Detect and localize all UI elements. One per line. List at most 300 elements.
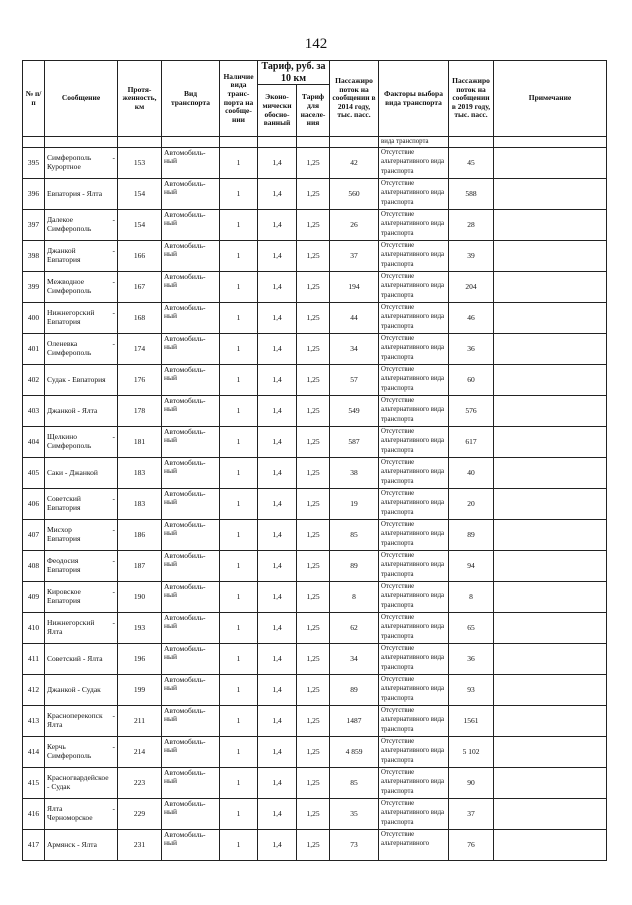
- cell-route: [45, 209, 118, 240]
- table-row: [23, 271, 607, 302]
- cell-note: [494, 674, 607, 705]
- cell-length: 154: [118, 178, 162, 209]
- cell-tariff-pop: 1,25: [297, 271, 330, 302]
- cell-factors: Отсутствие альтернативного вида транспорта: [379, 302, 449, 333]
- route-dash: -: [112, 525, 115, 535]
- cell-num: 417: [23, 829, 45, 860]
- cell-tariff-pop: 1,25: [297, 364, 330, 395]
- cell-tariff-pop: 1,25: [297, 705, 330, 736]
- cell-num: 415: [23, 767, 45, 798]
- cell-flow-2019: 89: [449, 519, 494, 550]
- cell-type: Автомобиль-ный: [162, 271, 220, 302]
- routes-table: [22, 60, 607, 861]
- cell-factors: Отсутствие альтернативного вида транспорта: [379, 488, 449, 519]
- cell-flow-2014: 4 859: [330, 736, 379, 767]
- cell-tariff-econ: 1,4: [258, 488, 297, 519]
- cell-route: [45, 519, 118, 550]
- table-row: [23, 736, 607, 767]
- cell-num: 395: [23, 147, 45, 178]
- route-dash: -: [112, 711, 115, 721]
- cell-flow-2019: 39: [449, 240, 494, 271]
- cell-factors: Отсутствие альтернативного вида транспорта: [379, 612, 449, 643]
- route-destination: Симферополь: [47, 285, 92, 295]
- cell-availability: 1: [220, 674, 258, 705]
- header-availability: Наличие вида транс-порта на сообще-нии: [220, 61, 258, 137]
- cell-note: [494, 209, 607, 240]
- cell-tariff-econ: 1,4: [258, 240, 297, 271]
- cell-flow-2019: 5 102: [449, 736, 494, 767]
- route-origin: Красногвардейское: [47, 773, 109, 783]
- cell-tariff-pop: 1,25: [297, 829, 330, 860]
- cell-type: Автомобиль-ный: [162, 643, 220, 674]
- route-origin: Джанкой - Ялта: [47, 405, 98, 415]
- route-destination: Симферополь: [47, 440, 92, 450]
- cell-note: [494, 736, 607, 767]
- cell-length: 187: [118, 550, 162, 581]
- cell-note: [494, 395, 607, 426]
- cell-flow-2014: 549: [330, 395, 379, 426]
- header-factors: Факторы выбора вида транспорта: [379, 61, 449, 137]
- table-row: [23, 829, 607, 860]
- cell-route: [45, 767, 118, 798]
- route-dash: -: [112, 339, 115, 349]
- cell-note: [494, 519, 607, 550]
- cell-type: Автомобиль-ный: [162, 767, 220, 798]
- cell-tariff-econ: 1,4: [258, 364, 297, 395]
- cell-tariff-pop: 1,25: [297, 798, 330, 829]
- route-dash: -: [112, 432, 115, 442]
- cell-flow-2014: 42: [330, 147, 379, 178]
- cell-tariff-pop: 1,25: [297, 209, 330, 240]
- cell-flow-2019: 617: [449, 426, 494, 457]
- cell-availability: 1: [220, 488, 258, 519]
- cell-factors: Отсутствие альтернативного вида транспорта: [379, 581, 449, 612]
- cell-length: 183: [118, 488, 162, 519]
- route-dash: -: [112, 804, 115, 814]
- cell-tariff-pop: 1,25: [297, 302, 330, 333]
- cell-type: Автомобиль-ный: [162, 829, 220, 860]
- cell-num: 416: [23, 798, 45, 829]
- cell-length: 166: [118, 240, 162, 271]
- cell-flow-2019: 36: [449, 643, 494, 674]
- table-row: [23, 581, 607, 612]
- cell-route: [45, 829, 118, 860]
- cell-availability: 1: [220, 178, 258, 209]
- cell-length: 196: [118, 643, 162, 674]
- route-origin: Саки - Джанкой: [47, 467, 98, 477]
- cell-availability: 1: [220, 736, 258, 767]
- route-dash: -: [112, 308, 115, 318]
- route-origin: Советский - Ялта: [47, 653, 103, 663]
- cell-num: 414: [23, 736, 45, 767]
- cell-availability: 1: [220, 798, 258, 829]
- cell-type: Автомобиль-ный: [162, 426, 220, 457]
- cell-route: [45, 426, 118, 457]
- cell-tariff-pop: 1,25: [297, 488, 330, 519]
- cell-length: 181: [118, 426, 162, 457]
- cell-tariff-econ: 1,4: [258, 519, 297, 550]
- cell-tariff-pop: 1,25: [297, 736, 330, 767]
- cell-num: 413: [23, 705, 45, 736]
- cell-availability: 1: [220, 705, 258, 736]
- cell-type: Автомобиль-ный: [162, 519, 220, 550]
- route-origin: Межводное: [47, 277, 85, 287]
- cell-factors: Отсутствие альтернативного вида транспорта: [379, 333, 449, 364]
- cell-factors: Отсутствие альтернативного вида транспорта: [379, 395, 449, 426]
- cell-factors: Отсутствие альтернативного вида транспорта: [379, 240, 449, 271]
- cell-note: [494, 643, 607, 674]
- cell-tariff-econ: 1,4: [258, 767, 297, 798]
- cell-flow-2014: 38: [330, 457, 379, 488]
- route-destination: Евпатория: [47, 533, 81, 543]
- cell-note: [494, 271, 607, 302]
- route-destination: Евпатория: [47, 502, 81, 512]
- route-destination: Ялта: [47, 626, 63, 636]
- route-dash: -: [112, 215, 115, 225]
- header-route: Сообщение: [45, 61, 118, 137]
- cell-route: [45, 240, 118, 271]
- cell-num: 406: [23, 488, 45, 519]
- cell-length: 168: [118, 302, 162, 333]
- table-header: [23, 61, 607, 137]
- cell-availability: 1: [220, 519, 258, 550]
- cell-type: Автомобиль-ный: [162, 147, 220, 178]
- cell-type: Автомобиль-ный: [162, 302, 220, 333]
- cell-tariff-pop: 1,25: [297, 581, 330, 612]
- route-origin: Щелкино: [47, 432, 78, 442]
- cell-length: 190: [118, 581, 162, 612]
- header-flow-2014: Пассажиро поток на сообщении в 2014 году, тыс. пасс.: [330, 61, 379, 137]
- route-origin: Симферополь: [47, 153, 92, 163]
- cell-flow-2019: 37: [449, 798, 494, 829]
- page-number: 142: [304, 36, 328, 52]
- cell-factors: Отсутствие альтернативного вида транспорта: [379, 271, 449, 302]
- cell-length: 183: [118, 457, 162, 488]
- table-row: [23, 612, 607, 643]
- cell-route: [45, 674, 118, 705]
- cell-tariff-econ: 1,4: [258, 581, 297, 612]
- cell-flow-2014: 62: [330, 612, 379, 643]
- cell-flow-2014: 89: [330, 550, 379, 581]
- cell-num: 408: [23, 550, 45, 581]
- cell-flow-2014: 57: [330, 364, 379, 395]
- cell-flow-2014: 44: [330, 302, 379, 333]
- cell-length: 186: [118, 519, 162, 550]
- cell-flow-2019: 65: [449, 612, 494, 643]
- route-origin: Армянск - Ялта: [47, 839, 97, 849]
- route-origin: Оленевка: [47, 339, 78, 349]
- table-row: [23, 209, 607, 240]
- cell-factors: Отсутствие альтернативного вида транспорта: [379, 519, 449, 550]
- cell-route: [45, 550, 118, 581]
- cell-tariff-econ: 1,4: [258, 674, 297, 705]
- route-destination: Ялта: [47, 719, 63, 729]
- cell-num: 404: [23, 426, 45, 457]
- cell-availability: 1: [220, 147, 258, 178]
- cell-factors: Отсутствие альтернативного вида транспорта: [379, 550, 449, 581]
- cell-type: Автомобиль-ный: [162, 457, 220, 488]
- cell-length: 211: [118, 705, 162, 736]
- cell-flow-2019: 76: [449, 829, 494, 860]
- route-dash: -: [112, 277, 115, 287]
- cell-route: [45, 736, 118, 767]
- cell-availability: 1: [220, 209, 258, 240]
- cell-route: [45, 395, 118, 426]
- cell-type: Автомобиль-ный: [162, 705, 220, 736]
- cell-availability: 1: [220, 271, 258, 302]
- cell-flow-2019: 20: [449, 488, 494, 519]
- cell-tariff-econ: 1,4: [258, 426, 297, 457]
- route-dash: -: [112, 618, 115, 628]
- header-type: Вид транспорта: [162, 61, 220, 137]
- route-destination: Евпатория: [47, 316, 81, 326]
- table-row: [23, 395, 607, 426]
- route-origin: Нижнегорский: [47, 308, 95, 318]
- cell-availability: 1: [220, 581, 258, 612]
- route-origin: Керчь: [47, 742, 66, 752]
- cell-flow-2019: 94: [449, 550, 494, 581]
- cell-tariff-econ: 1,4: [258, 550, 297, 581]
- cell-tariff-econ: 1,4: [258, 209, 297, 240]
- route-destination: Симферополь: [47, 223, 92, 233]
- header-num: № п/п: [23, 61, 45, 137]
- cell-type: Автомобиль-ный: [162, 674, 220, 705]
- cell-route: [45, 643, 118, 674]
- cell-num: 402: [23, 364, 45, 395]
- cell-flow-2014: 19: [330, 488, 379, 519]
- cell-tariff-econ: 1,4: [258, 271, 297, 302]
- cell-num: 400: [23, 302, 45, 333]
- cell-tariff-pop: 1,25: [297, 426, 330, 457]
- cell-flow-2019: 45: [449, 147, 494, 178]
- cell-length: 231: [118, 829, 162, 860]
- cell-flow-2014: 26: [330, 209, 379, 240]
- cell-length: 229: [118, 798, 162, 829]
- cell-factors: Отсутствие альтернативного вида транспорта: [379, 426, 449, 457]
- cell-tariff-pop: 1,25: [297, 550, 330, 581]
- cell-length: 199: [118, 674, 162, 705]
- cell-type: Автомобиль-ный: [162, 736, 220, 767]
- cell-type: Автомобиль-ный: [162, 395, 220, 426]
- table-row: [23, 302, 607, 333]
- cell-note: [494, 612, 607, 643]
- route-origin: Феодосия: [47, 556, 79, 566]
- cell-availability: 1: [220, 395, 258, 426]
- cell-num: 398: [23, 240, 45, 271]
- cell-factors: Отсутствие альтернативного вида транспорта: [379, 364, 449, 395]
- cell-num: 410: [23, 612, 45, 643]
- cell-num: 396: [23, 178, 45, 209]
- table-body: [23, 137, 607, 861]
- route-origin: Нижнегорский: [47, 618, 95, 628]
- cell-note: [494, 798, 607, 829]
- cell-length: 167: [118, 271, 162, 302]
- continuation-row: [23, 137, 607, 148]
- cell-length: 154: [118, 209, 162, 240]
- cell-tariff-pop: 1,25: [297, 519, 330, 550]
- table-row: [23, 333, 607, 364]
- cell-type: Автомобиль-ный: [162, 240, 220, 271]
- cell-flow-2019: 40: [449, 457, 494, 488]
- table-row: [23, 426, 607, 457]
- route-destination: Евпатория: [47, 564, 81, 574]
- cell-availability: 1: [220, 643, 258, 674]
- cell-flow-2019: 588: [449, 178, 494, 209]
- cell-tariff-econ: 1,4: [258, 302, 297, 333]
- cell-note: [494, 829, 607, 860]
- table-row: [23, 457, 607, 488]
- cell-flow-2014: 8: [330, 581, 379, 612]
- cell-note: [494, 705, 607, 736]
- cell-flow-2019: 90: [449, 767, 494, 798]
- route-origin: Кировское: [47, 587, 81, 597]
- cell-type: Автомобиль-ный: [162, 209, 220, 240]
- cell-tariff-pop: 1,25: [297, 395, 330, 426]
- cell-route: [45, 457, 118, 488]
- cell-note: [494, 457, 607, 488]
- cell-availability: 1: [220, 829, 258, 860]
- cell-flow-2014: 1487: [330, 705, 379, 736]
- cell-tariff-econ: 1,4: [258, 829, 297, 860]
- table-row: [23, 147, 607, 178]
- cell-num: 403: [23, 395, 45, 426]
- cell-note: [494, 550, 607, 581]
- cell-factors: Отсутствие альтернативного вида транспорта: [379, 798, 449, 829]
- cell-flow-2014: 194: [330, 271, 379, 302]
- table-row: [23, 798, 607, 829]
- cell-tariff-econ: 1,4: [258, 147, 297, 178]
- cell-tariff-econ: 1,4: [258, 736, 297, 767]
- cell-route: [45, 581, 118, 612]
- cell-num: 407: [23, 519, 45, 550]
- cell-type: Автомобиль-ный: [162, 581, 220, 612]
- route-destination: - Судак: [47, 781, 71, 791]
- cell-flow-2019: 28: [449, 209, 494, 240]
- cell-factors: Отсутствие альтернативного вида транспорта: [379, 674, 449, 705]
- route-destination: Черноморское: [47, 812, 93, 822]
- table-row: [23, 705, 607, 736]
- cell-note: [494, 240, 607, 271]
- cell-tariff-pop: 1,25: [297, 612, 330, 643]
- cell-flow-2014: 37: [330, 240, 379, 271]
- table-row: [23, 488, 607, 519]
- cell-flow-2014: 89: [330, 674, 379, 705]
- table-row: [23, 674, 607, 705]
- cell-availability: 1: [220, 457, 258, 488]
- cell-flow-2014: 35: [330, 798, 379, 829]
- table-row: [23, 519, 607, 550]
- cell-tariff-pop: 1,25: [297, 333, 330, 364]
- cell-route: [45, 271, 118, 302]
- route-dash: -: [112, 556, 115, 566]
- cell-tariff-econ: 1,4: [258, 333, 297, 364]
- cell-type: Автомобиль-ный: [162, 364, 220, 395]
- cell-flow-2019: 60: [449, 364, 494, 395]
- cell-flow-2014: 85: [330, 767, 379, 798]
- cell-route: [45, 798, 118, 829]
- cell-flow-2019: 93: [449, 674, 494, 705]
- cell-tariff-pop: 1,25: [297, 767, 330, 798]
- cell-flow-2019: 46: [449, 302, 494, 333]
- cell-availability: 1: [220, 612, 258, 643]
- cell-type: Автомобиль-ный: [162, 550, 220, 581]
- header-note: Примечание: [494, 61, 607, 137]
- route-origin: Евпатория - Ялта: [47, 188, 103, 198]
- route-origin: Мисхор: [47, 525, 72, 535]
- cell-note: [494, 147, 607, 178]
- continuation-text: вида транспорта: [379, 137, 449, 148]
- cell-flow-2014: 85: [330, 519, 379, 550]
- cell-flow-2019: 204: [449, 271, 494, 302]
- cell-tariff-econ: 1,4: [258, 457, 297, 488]
- table-row: [23, 550, 607, 581]
- route-origin: Джанкой: [47, 246, 76, 256]
- cell-tariff-econ: 1,4: [258, 643, 297, 674]
- cell-length: 153: [118, 147, 162, 178]
- cell-flow-2019: 36: [449, 333, 494, 364]
- cell-route: [45, 488, 118, 519]
- cell-num: 411: [23, 643, 45, 674]
- cell-route: [45, 364, 118, 395]
- route-dash: -: [112, 494, 115, 504]
- table-row: [23, 364, 607, 395]
- cell-availability: 1: [220, 550, 258, 581]
- route-dash: -: [112, 742, 115, 752]
- cell-factors: Отсутствие альтернативного вида транспорта: [379, 705, 449, 736]
- cell-tariff-pop: 1,25: [297, 457, 330, 488]
- cell-type: Автомобиль-ный: [162, 488, 220, 519]
- cell-route: [45, 333, 118, 364]
- cell-availability: 1: [220, 302, 258, 333]
- header-tariff-pop: Тариф для населе-ния: [297, 85, 330, 137]
- table-row: [23, 643, 607, 674]
- header-tariff-group: Тариф, руб. за 10 км: [258, 61, 330, 85]
- route-destination: Симферополь: [47, 347, 92, 357]
- cell-length: 178: [118, 395, 162, 426]
- cell-factors: Отсутствие альтернативного вида транспорта: [379, 643, 449, 674]
- route-origin: Далекое: [47, 215, 74, 225]
- route-origin: Советский: [47, 494, 81, 504]
- cell-factors: Отсутствие альтернативного: [379, 829, 449, 860]
- route-destination: Евпатория: [47, 595, 81, 605]
- cell-route: [45, 705, 118, 736]
- cell-tariff-econ: 1,4: [258, 798, 297, 829]
- route-destination: Курортное: [47, 161, 81, 171]
- cell-num: 401: [23, 333, 45, 364]
- table-row: [23, 240, 607, 271]
- cell-tariff-pop: 1,25: [297, 643, 330, 674]
- cell-flow-2014: 560: [330, 178, 379, 209]
- route-origin: Красноперекопск: [47, 711, 103, 721]
- cell-tariff-pop: 1,25: [297, 178, 330, 209]
- header-tariff-econ: Эконо-мически обосно-ванный: [258, 85, 297, 137]
- cell-availability: 1: [220, 364, 258, 395]
- cell-flow-2019: 576: [449, 395, 494, 426]
- cell-factors: Отсутствие альтернативного вида транспорта: [379, 736, 449, 767]
- cell-tariff-econ: 1,4: [258, 612, 297, 643]
- cell-route: [45, 178, 118, 209]
- cell-flow-2014: 34: [330, 643, 379, 674]
- cell-tariff-econ: 1,4: [258, 395, 297, 426]
- cell-num: 405: [23, 457, 45, 488]
- cell-tariff-econ: 1,4: [258, 705, 297, 736]
- cell-flow-2019: 1561: [449, 705, 494, 736]
- header-length: Протя-женность, км: [118, 61, 162, 137]
- cell-length: 214: [118, 736, 162, 767]
- cell-note: [494, 178, 607, 209]
- cell-type: Автомобиль-ный: [162, 178, 220, 209]
- route-destination: Евпатория: [47, 254, 81, 264]
